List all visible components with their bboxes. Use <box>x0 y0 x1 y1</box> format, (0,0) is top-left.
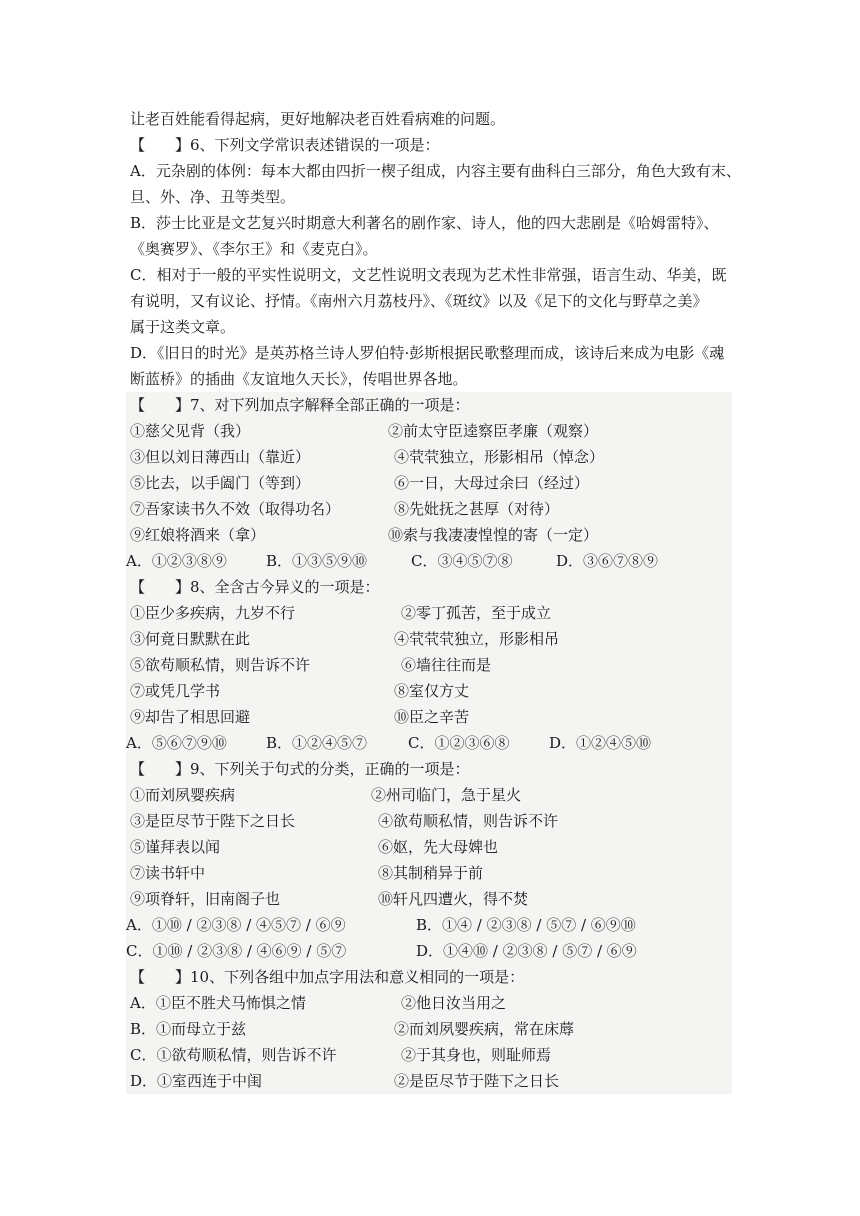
q8-option-c: C．①②③⑥⑧ <box>408 734 510 752</box>
q9-item: ⑥妪，先大母婢也 <box>378 838 499 856</box>
q7-item: ⑤比去，以手阖门（等到） <box>130 474 311 492</box>
q10-option-row <box>126 1068 732 1094</box>
q9-option-d: D．①④⑩ / ②③⑧ / ⑤⑦ / ⑥⑨ <box>416 942 637 960</box>
q7-item: ③但以刘日薄西山（靠近） <box>130 448 311 466</box>
q7-item: ④茕茕独立，形影相吊（悼念） <box>394 448 605 466</box>
q6-option-d-line1: D．《旧日的时光》是英苏格兰诗人罗伯特·彭斯根据民歌整理而成，该诗后来成为电影《魂 <box>130 344 725 362</box>
q10-option-part2: ②是臣尽节于陛下之日长 <box>394 1072 560 1090</box>
q10-option-part2: ②他日汝当用之 <box>401 994 507 1012</box>
q8-item-row <box>126 652 732 678</box>
q6-option-a-line2: 旦、外、净、丑等类型。 <box>130 188 296 206</box>
q9-item-row <box>126 808 732 834</box>
q7-option-c: C．③④⑤⑦⑧ <box>411 552 513 570</box>
q7-option-d: D．③⑥⑦⑧⑨ <box>556 552 659 570</box>
q8-option-b: B．①②④⑤⑦ <box>266 734 368 752</box>
q6-option-c-line1: C．相对于一般的平实性说明文，文艺性说明文表现为艺术性非常强，语言生动、华美，既 <box>130 266 727 284</box>
q7-option-b: B．①③⑤⑨⑩ <box>266 552 368 570</box>
q7-item: ⑧先妣抚之甚厚（对待） <box>394 500 560 518</box>
q8-item: ⑧室仅方丈 <box>394 682 470 700</box>
q9-item: ⑤谨拜表以闻 <box>130 838 221 856</box>
q9-item-row <box>126 782 732 808</box>
q8-item: ①臣少多疾病，九岁不行 <box>130 604 296 622</box>
q9-item: ⑨项脊轩，旧南阁子也 <box>130 890 281 908</box>
q9-stem: 【 】9、下列关于句式的分类，正确的一项是： <box>126 756 732 782</box>
q8-item-row <box>126 626 732 652</box>
q8-stem: 【 】8、全含古今异义的一项是： <box>126 574 732 600</box>
q9-option-a: A．①⑩ / ②③⑧ / ④⑤⑦ / ⑥⑨ <box>126 916 346 934</box>
q9-item: ⑧其制稍异于前 <box>378 864 484 882</box>
q6-option-c-line2: 有说明，又有议论、抒情。《南州六月荔枝丹》、《斑纹》以及《足下的文化与野草之美》 <box>130 292 708 310</box>
q7-item-row <box>126 522 732 548</box>
q6-option-c-line3: 属于这类文章。 <box>130 318 236 336</box>
q9-option-c: C．①⑩ / ②③⑧ / ④⑥⑨ / ⑤⑦ <box>126 942 347 960</box>
q6-option-b-line1: B．莎士比亚是文艺复兴时期意大利著名的剧作家、诗人，他的四大悲剧是《哈姆雷特》、 <box>130 214 719 232</box>
q10-option-part2: ②而刘夙婴疾病，常在床蓐 <box>394 1020 575 1038</box>
q8-item: ⑨却告了相思回避 <box>130 708 251 726</box>
q7-item-row <box>126 496 732 522</box>
q9-item-row <box>126 860 732 886</box>
q10-option-row <box>126 1016 732 1042</box>
q8-item-row <box>126 678 732 704</box>
q10-option-part1: D．①室西连于中闺 <box>130 1072 263 1090</box>
q8-options <box>126 730 732 756</box>
q9-item: ④欲苟顺私情，则告诉不许 <box>378 812 559 830</box>
q7-item: ⑨红娘将酒来（拿） <box>130 526 266 544</box>
q8-item: ⑦或凭几学书 <box>130 682 221 700</box>
q8-item: ⑩臣之辛苦 <box>394 708 470 726</box>
q8-item: ③何竟日默默在此 <box>130 630 251 648</box>
q7-item: ⑦吾家读书久不效（取得功名） <box>130 500 341 518</box>
q7-item: ①慈父见背（我） <box>130 422 251 440</box>
q7-item-row <box>126 470 732 496</box>
q9-options-row <box>126 938 732 964</box>
q8-item: ⑤欲苟顺私情，则告诉不许 <box>130 656 311 674</box>
q10-option-row <box>126 990 732 1016</box>
q6-option-b-line2: 《奥赛罗》、《李尔王》和《麦克白》。 <box>130 240 378 258</box>
q8-item-row <box>126 600 732 626</box>
q8-item-row <box>126 704 732 730</box>
q10-option-row <box>126 1042 732 1068</box>
q10-option-part1: A．①臣不胜犬马怖惧之情 <box>130 994 306 1012</box>
q8-item: ②零丁孤苦，至于成立 <box>401 604 552 622</box>
q9-item: ②州司临门，急于星火 <box>371 786 522 804</box>
q7-option-a: A．①②③⑧⑨ <box>126 552 227 570</box>
document-page <box>126 106 741 1094</box>
q10-option-part1: C．①欲苟顺私情，则告诉不许 <box>130 1046 337 1064</box>
q7-item: ②前太守臣逵察臣孝廉（观察） <box>388 422 599 440</box>
q7-item-row <box>126 418 732 444</box>
q9-item-row <box>126 834 732 860</box>
q9-item: ⑦读书轩中 <box>130 864 206 882</box>
q6-option-d-line2: 断蓝桥》的插曲《友谊地久天长》，传唱世界各地。 <box>130 370 468 388</box>
q8-option-d: D．①②④⑤⑩ <box>549 734 652 752</box>
q7-item: ⑩索与我凄凄惶惶的寄（一定） <box>388 526 599 544</box>
q8-item: ④茕茕茕独立，形影相吊 <box>394 630 560 648</box>
q9-option-b: B．①④ / ②③⑧ / ⑤⑦ / ⑥⑨⑩ <box>416 916 636 934</box>
q8-item: ⑥墙往往而是 <box>401 656 492 674</box>
q10-stem: 【 】10、下列各组中加点字用法和意义相同的一项是： <box>126 964 732 990</box>
q9-item: ③是臣尽节于陛下之日长 <box>130 812 296 830</box>
q7-stem: 【 】7、对下列加点字解释全部正确的一项是： <box>126 392 732 418</box>
q9-item: ①而刘夙婴疾病 <box>130 786 236 804</box>
q7-item: ⑥一日，大母过余曰（经过） <box>394 474 590 492</box>
q6-option-a-line1: A．元杂剧的体例：每本大都由四折一楔子组成，内容主要有曲科白三部分，角色大致有末、 <box>130 162 741 180</box>
q7-options <box>126 548 732 574</box>
q9-item: ⑩轩凡四遭火，得不焚 <box>378 890 529 908</box>
q10-option-part1: B．①而母立于兹 <box>130 1020 247 1038</box>
q7-item-row <box>126 444 732 470</box>
q6-stem: 【 】6、下列文学常识表述错误的一项是： <box>130 136 440 154</box>
intro-line: 让老百姓能看得起病，更好地解决老百姓看病难的问题。 <box>130 110 506 128</box>
q8-option-a: A．⑤⑥⑦⑨⑩ <box>126 734 227 752</box>
q10-option-part2: ②于其身也，则耻师焉 <box>401 1046 552 1064</box>
q9-options-row <box>126 912 732 938</box>
q9-item-row <box>126 886 732 912</box>
